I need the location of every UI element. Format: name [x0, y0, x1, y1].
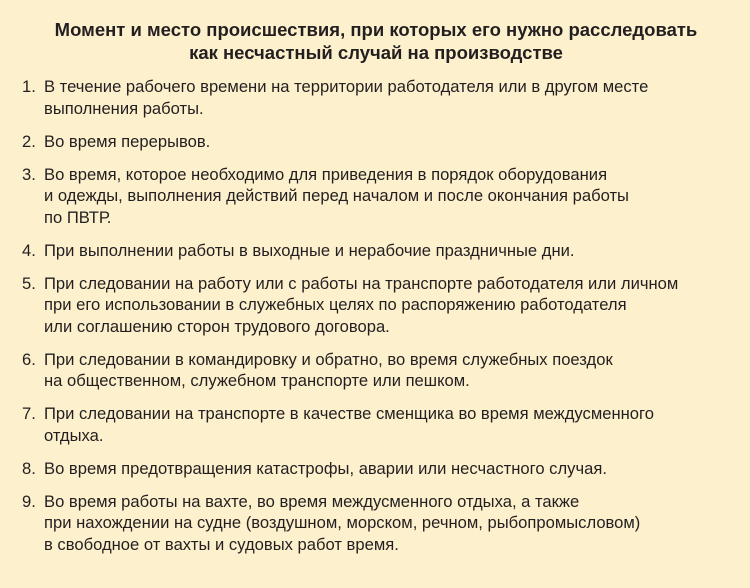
- list-item: [22, 164, 730, 229]
- item-number: 9.: [22, 491, 36, 511]
- item-text: Во время перерывов.: [44, 131, 211, 151]
- item-number: 6.: [22, 349, 36, 369]
- list-item: [22, 349, 730, 392]
- item-text: При выполнении работы в выходные и нерабочие праздничные дни.: [44, 240, 575, 260]
- item-text: При следовании в командировку и обратно, во время служебных поездок на общественном, служебном транспорте или пешком.: [44, 349, 613, 390]
- item-text: При следовании на работу или с работы на транспорте работодателя или личном при его использовании в служебных целях по распоряжению работодателя или соглашению сторон трудового договора.: [44, 273, 679, 336]
- item-text: В течение рабочего времени на территории работодателя или в другом месте выполнения работы.: [44, 77, 649, 118]
- list-item: [22, 403, 730, 446]
- item-number: 7.: [22, 404, 36, 423]
- item-number: 4.: [22, 240, 36, 260]
- item-number: 5.: [22, 273, 36, 293]
- list-item: [22, 273, 730, 338]
- item-number: 3.: [22, 164, 36, 184]
- item-text: При следовании на транспорте в качестве сменщика во время междусменного отдыха.: [44, 404, 654, 445]
- item-number: 1.: [22, 77, 36, 96]
- item-number: 2.: [22, 131, 36, 151]
- list-item: [22, 458, 730, 480]
- item-text: Во время, которое необходимо для приведения в порядок оборудования и одежды, выполнения действий перед началом и после окончания работы по ПВТР.: [44, 164, 629, 227]
- list-item: [22, 76, 730, 119]
- list-item: [22, 240, 730, 262]
- list-item: [22, 131, 730, 153]
- item-text: Во время предотвращения катастрофы, аварии или несчастного случая.: [44, 458, 607, 478]
- item-number: 8.: [22, 458, 36, 478]
- item-text: Во время работы на вахте, во время междусменного отдыха, а также при нахождении на судне (воздушном, морском, речном, рыбопромысловом) в свободное от вахты и судовых работ время.: [44, 491, 641, 554]
- page-title: Момент и место происшествия, при которых его нужно расследовать как несчастный случай на производстве: [54, 19, 698, 63]
- criteria-list: [22, 76, 730, 555]
- list-item: [22, 491, 730, 556]
